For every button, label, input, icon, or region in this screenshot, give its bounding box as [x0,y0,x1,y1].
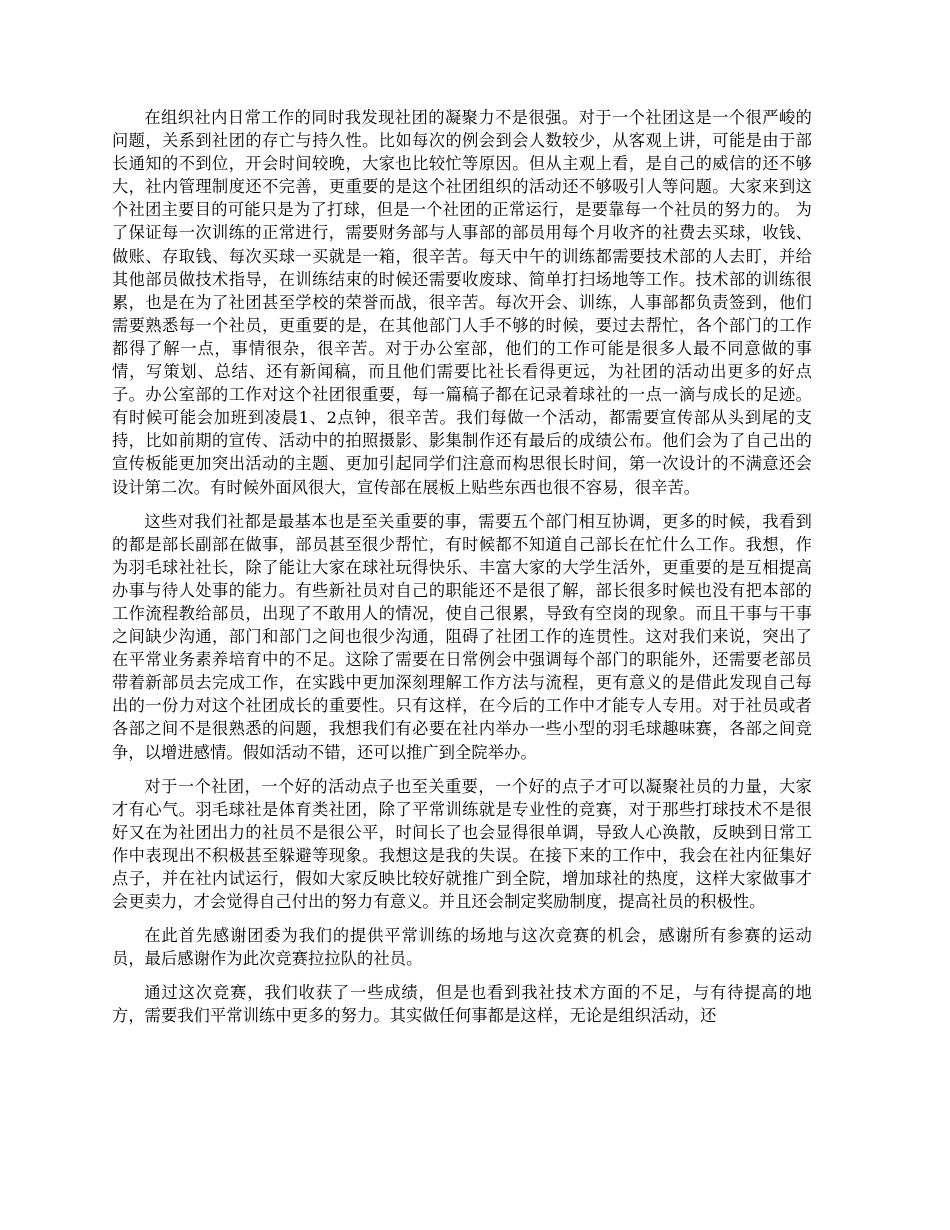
paragraph-2: 这些对我们社都是最基本也是至关重要的事，需要五个部门相互协调，更多的时候，我看到的都是部长副部在做事，部员甚至很少帮忙，有时候都不知道自己部长在忙什么工作。我想，作为羽毛球社社长，除了能让大家在球社玩得快乐、丰富大家的大学生活外，更重要的是互相提高办事与待人处事的能力。有些新社员对自己的职能还不是很了解，部长很多时候也没有把本部的工作流程教给部员，出现了不敢用人的情况，使自己很累，导致有空岗的现象。而且干事与干事之间缺少沟通，部门和部门之间也很少沟通，阻碍了社团工作的连贯性。这对我们来说，突出了在平常业务素养培育中的不足。这除了需要在日常例会中强调每个部门的职能外，还需要老部员带着新部员去完成工作，在实践中更加深刻理解工作方法与流程，更有意义的是借此发现自己每出的一份力对这个社团成长的重要性。只有这样，在今后的工作中才能专人专用。对于社员或者各部之间不是很熟悉的问题，我想我们有必要在社内举办一些小型的羽毛球趣味赛，各部之间竞争，以增进感情。假如活动不错，还可以推广到全院举办。 [112,511,812,762]
paragraph-5: 通过这次竞赛，我们收获了一些成绩，但是也看到我社技术方面的不足，与有待提高的地方，需要我们平常训练中更多的努力。其实做任何事都是这样，无论是组织活动，还 [112,983,812,1026]
paragraph-1: 在组织社内日常工作的同时我发现社团的凝聚力不是很强。对于一个社团这是一个很严峻的问题，关系到社团的存亡与持久性。比如每次的例会到会人数较少，从客观上讲，可能是由于部长通知的不到位，开会时间较晚，大家也比较忙等原因。但从主观上看，是自己的威信的还不够大，社内管理制度还不完善，更重要的是这个社团组织的活动还不够吸引人等问题。大家来到这个社团主要目的可能只是为了打球，但是一个社团的正常运行，是要靠每一个社员的努力的。 为了保证每一次训练的正常进行，需要财务部与人事部的部员用每个月收齐的社费去买球，收钱、做账、存取钱、每次买球一买就是一箱，很辛苦。每天中午的训练都需要技术部的人去盯，并给其他部员做技术指导，在训练结束的时候还需要收废球、简单打扫场地等工作。技术部的训练很累，也是在为了社团甚至学校的荣誉而战，很辛苦。每次开会、训练，人事部都负责签到，他们需要熟悉每一个社员，更重要的是，在其他部门人手不够的时候，要过去帮忙，各个部门的工作都得了解一点，事情很杂，很辛苦。对于办公室部，他们的工作可能是很多人最不同意做的事情，写策划、总结、还有新闻稿，而且他们需要比社长看得更远，为社团的活动出更多的好点子。办公室部的工作对这个社团很重要，每一篇稿子都在记录着球社的一点一滴与成长的足迹。有时候可能会加班到凌晨1、2点钟，很辛苦。我们每做一个活动，都需要宣传部从头到尾的支持，比如前期的宣传、活动中的拍照摄影、影集制作还有最后的成绩公布。他们会为了自己出的宣传板能更加突出活动的主题、更加引起同学们注意而构思很长时间，第一次设计的不满意还会设计第二次。有时候外面风很大，宣传部在展板上贴些东西也很不容易，很辛苦。 [112,108,812,497]
paragraph-3: 对于一个社团，一个好的活动点子也至关重要，一个好的点子才可以凝聚社员的力量，大家才有心气。羽毛球社是体育类社团，除了平常训练就是专业性的竞赛，对于那些打球技术不是很好又在为社团出力的社员不是很公平，时间长了也会显得很单调，导致人心涣散，反映到日常工作中表现出不积极甚至躲避等现象。我想这是我的失误。在接下来的工作中，我会在社内征集好点子，并在社内试运行，假如大家反映比较好就推广到全院，增加球社的热度，这样大家做事才会更卖力，才会觉得自己付出的努力有意义。并且还会制定奖励制度，提高社员的积极性。 [112,776,812,912]
paragraph-4: 在此首先感谢团委为我们的提供平常训练的场地与这次竞赛的机会，感谢所有参赛的运动员，最后感谢作为此次竞赛拉拉队的社员。 [112,926,812,969]
document-body [112,106,812,1028]
